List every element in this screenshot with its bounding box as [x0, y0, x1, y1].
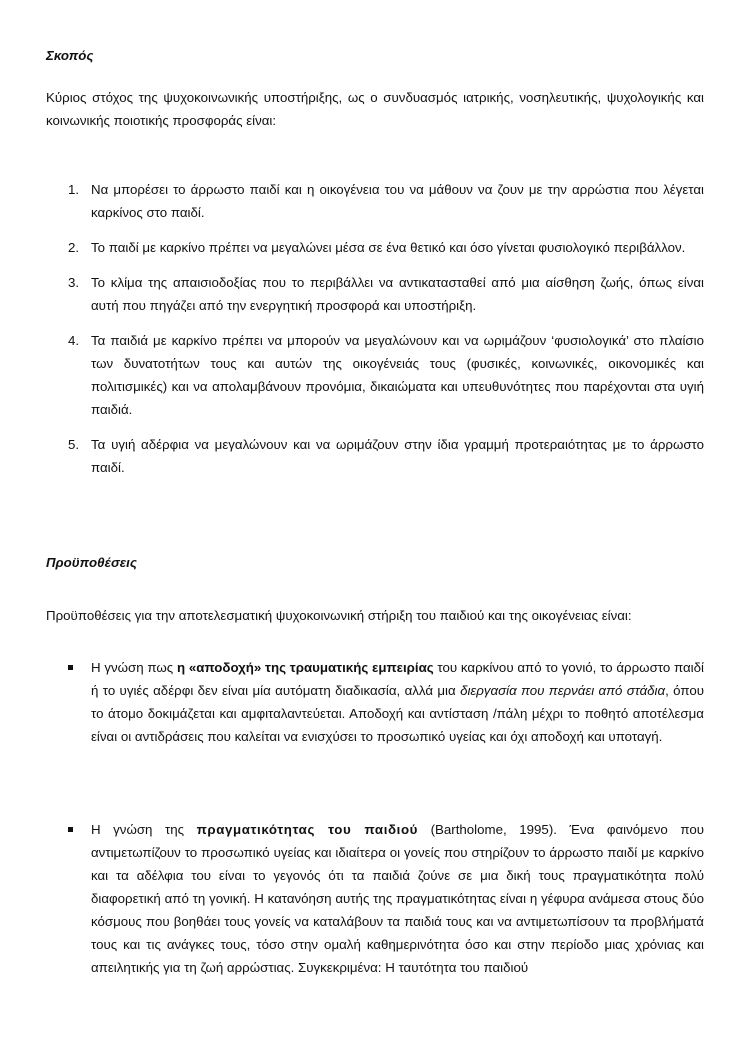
- list-item-text: Το παιδί με καρκίνο πρέπει να μεγαλώνει μέσα σε ένα θετικό και όσο γίνεται φυσιολογικό περιβάλλον.: [91, 240, 686, 255]
- bullet-text: Η γνώση της: [91, 822, 197, 837]
- bullet-text: (Bartholome, 1995). Ένα φαινόμενο που αντιμετωπίζουν το προσωπικό υγείας και ιδιαίτερα οι γονείς που στηρίζουν το άρρωστο παιδί με καρκίνο και τα αδέλφια του είναι το γεγονός ότι τα παιδιά ζούνε σε μια δική τους πραγματικότητα πολύ διαφορετική από τη γονική. Η κατανόηση αυτής της πραγματικότητας είναι η γέφυρα ανάμεσα στους δύο κόσμους που βοηθάει τους γονείς να καταλάβουν τα παιδιά τους και να αντιμετωπίσουν τα προβλήματά τους και τις ανάγκες τους, τόσο στην ομαλή καθημερινότητα όσο και στην περίοδο μιας χρόνιας και απειλητικής για τη ζωή αρρώστιας. Συγκεκριμένα: Η ταυτότητα του παιδιού: [91, 822, 704, 975]
- bullet-italic-text: διεργασία που περνάει από στάδια: [460, 683, 666, 698]
- bullet-bold-text: πραγματικότητας του παιδιού: [196, 822, 419, 837]
- goal-numbered-list: [46, 178, 704, 491]
- list-item: [46, 236, 704, 259]
- square-bullet-icon: [68, 827, 73, 832]
- bullet-item: [46, 818, 704, 979]
- section-heading-goal: Σκοπός: [46, 48, 94, 63]
- prerequisites-bullet-list-2: [46, 818, 704, 979]
- list-item-number: 4.: [68, 333, 80, 348]
- bullet-text: του καρκίνου από το γονιό, το άρρωστο παιδί ή το υγιές αδέρφι δεν είναι μία αυτόματη διαδικασία, αλλά μια: [91, 660, 704, 698]
- list-item: [46, 329, 704, 421]
- list-item: [46, 178, 704, 224]
- list-item-text: Να μπορέσει το άρρωστο παιδί και η οικογένεια του να μάθουν να ζουν με την αρρώστια που λέγεται καρκίνος στο παιδί.: [91, 182, 704, 220]
- list-item-text: Τα παιδιά με καρκίνο πρέπει να μπορούν να μεγαλώνουν και να ωριμάζουν ‘φυσιολογικά’ στο πλαίσιο των δυνατοτήτων τους και αυτών της οικογένειάς τους (φυσικές, κοινωνικές, οικονομικές και πολιτισμικές) και να απολαμβάνουν προνόμια, δικαιώματα και υπευθυνότητες που παρέχονται στα υγιή παιδιά.: [91, 333, 704, 417]
- list-item-text: Το κλίμα της απαισιοδοξίας που το περιβάλλει να αντικατασταθεί από μια αίσθηση ζωής, όπως είναι αυτή που πηγάζει από την ενεργητική προσφορά και υποστήριξη.: [91, 275, 704, 313]
- prerequisites-intro-paragraph: Προϋποθέσεις για την αποτελεσματική ψυχοκοινωνική στήριξη του παιδιού και της οικογένειας είναι:: [46, 608, 632, 623]
- list-item-number: 1.: [68, 182, 80, 197]
- list-item-number: 3.: [68, 275, 80, 290]
- list-item: [46, 433, 704, 479]
- list-item-text: Τα υγιή αδέρφια να μεγαλώνουν και να ωριμάζουν στην ίδια γραμμή προτεραιότητας με το άρρωστο παιδί.: [91, 437, 704, 475]
- bullet-text: , όπου το άτομο δοκιμάζεται και αμφιταλαντεύεται. Αποδοχή και αντίσταση /πάλη μέχρι το ποθητό αποτέλεσμα είναι οι αντιδράσεις που καλείται να ενισχύσει το προσωπικό υγείας και όχι αποδοχή και υποταγή.: [91, 683, 705, 744]
- bullet-item: [46, 656, 704, 748]
- square-bullet-icon: [68, 665, 73, 670]
- list-item-number: 5.: [68, 437, 80, 452]
- prerequisites-bullet-list-1: [46, 656, 704, 748]
- list-item-number: 2.: [68, 240, 80, 255]
- list-item: [46, 271, 704, 317]
- goal-intro-paragraph: Κύριος στόχος της ψυχοκοινωνικής υποστήριξης, ως ο συνδυασμός ιατρικής, νοσηλευτικής, ψυχολογικής και κοινωνικής ποιοτικής προσφοράς είναι:: [46, 90, 704, 128]
- bullet-bold-text: η «αποδοχή» της τραυματικής εμπειρίας: [176, 660, 434, 675]
- section-heading-prerequisites: Προϋποθέσεις: [46, 555, 137, 570]
- bullet-text: Η γνώση πως: [91, 660, 177, 675]
